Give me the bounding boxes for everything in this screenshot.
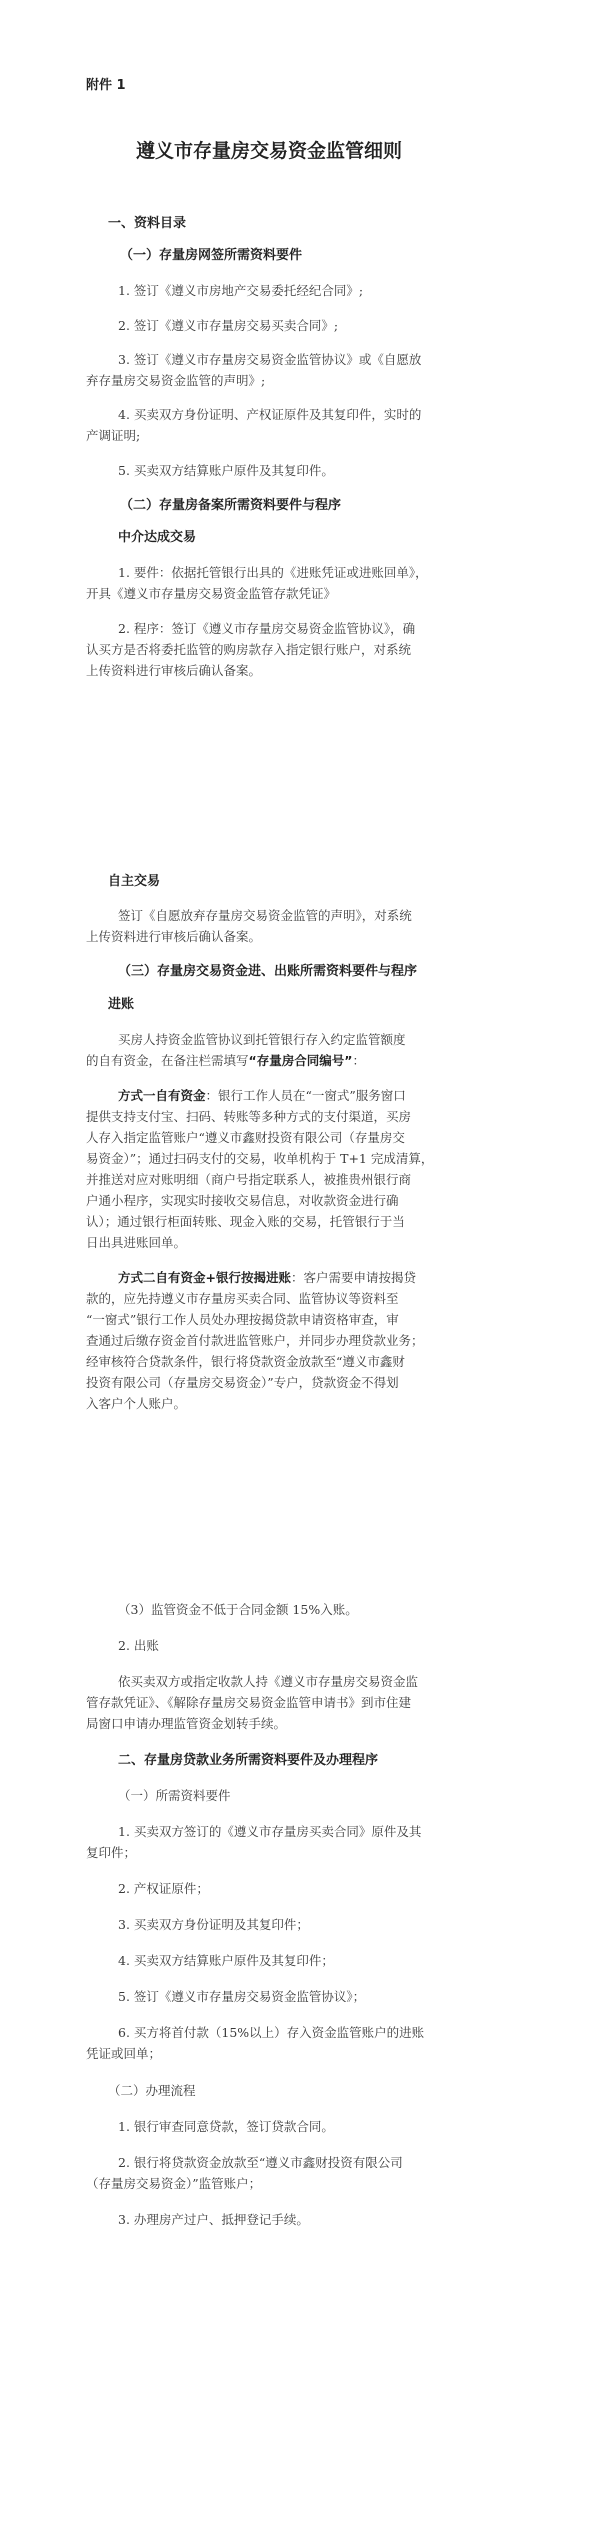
paragraph-line [86,1051,365,1071]
method-one-line [118,1086,406,1106]
paragraph-line: 查通过后缴存资金首付款进监管账户，并同步办理贷款业务； [86,1333,424,1348]
paragraph-text: ： [352,1053,365,1068]
paragraph-line: 并推送对应对账明细（商户号指定联系人，被推贵州银行商 [86,1172,412,1187]
list-item: 1. 买卖双方签订的《遵义市存量房买卖合同》原件及其 [118,1824,422,1839]
paragraph-line: 认买方是否将委托监管的购房款存入指定银行账户，对系统 [86,642,412,657]
method-two-line [118,1268,416,1288]
paragraph-line: 管存款凭证》、《解除存量房交易资金监管申请书》到市住建 [86,1695,412,1710]
list-item-continuation: （存量房交易资金）”监管账户； [86,2176,262,2191]
list-item: 2. 银行将贷款资金放款至“遵义市鑫财投资有限公司 [118,2155,403,2170]
page-title: 遵义市存量房交易资金监管细则 [136,140,403,162]
paragraph-line: 上传资料进行审核后确认备案。 [86,929,262,944]
paragraph-line: 人存入指定监管账户“遵义市鑫财投资有限公司（存量房交 [86,1130,405,1145]
paragraph-line: 上传资料进行审核后确认备案。 [86,663,262,678]
paragraph-line: 2. 程序：签订《遵义市存量房交易资金监管协议》，确 [118,621,416,636]
subheading-required-materials: （一）所需资料要件 [118,1788,231,1803]
paragraph-line: 投资有限公司（存量房交易资金）”专户，贷款资金不得划 [86,1375,399,1390]
list-item: 1. 银行审查同意贷款，签订贷款合同。 [118,2119,334,2134]
paragraph-line: 1. 要件：依据托管银行出具的《进账凭证或进账回单》， [118,565,428,580]
paragraph-line: 日出具进账回单。 [86,1235,187,1250]
list-item-continuation: 复印件； [86,1845,137,1860]
paragraph-text: ：银行工作人员在“一窗式”服务窗口 [205,1088,406,1103]
subheading-fund-flow: （三）存量房交易资金进、出账所需资料要件与程序 [118,964,418,979]
section-heading-loans: 二、存量房贷款业务所需资料要件及办理程序 [118,1753,379,1768]
list-item: 6. 买方将首付款（15%以上）存入资金监管账户的进账 [118,2025,425,2040]
paragraph-line: 开具《遵义市存量房交易资金监管存款凭证》 [86,586,337,601]
method-two-label: 方式二自有资金+银行按揭进账 [118,1270,291,1285]
list-item: 3. 签订《遵义市存量房交易资金监管协议》或《自愿放 [118,352,422,367]
section-heading-materials: 一、资料目录 [108,216,187,231]
paragraph-line: 入客户个人账户。 [86,1396,187,1411]
paragraph-line: 依买卖双方或指定收款人持《遵义市存量房交易资金监 [118,1674,419,1689]
self-transaction-heading: 自主交易 [108,874,161,889]
list-item: 2. 产权证原件； [118,1881,209,1896]
subheading-process: （二）办理流程 [108,2083,196,2098]
paragraph-text: ：客户需要申请按揭贷 [290,1270,416,1285]
paragraph-line: 买房人持资金监管协议到托管银行存入约定监管额度 [118,1032,406,1047]
subheading-filing-materials: （二）存量房备案所需资料要件与程序 [120,498,342,513]
paragraph-text: 的自有资金，在备注栏需填写 [86,1053,249,1068]
deposit-heading: 进账 [108,997,135,1012]
paragraph-line: 款的，应先持遵义市存量房买卖合同、监管协议等资料至 [86,1291,399,1306]
method-one-label: 方式一自有资金 [118,1088,206,1103]
list-item: 1. 签订《遵义市房地产交易委托经纪合同》; [118,283,364,298]
list-item-continuation: 弃存量房交易资金监管的声明》; [86,373,266,388]
withdrawal-heading: 2. 出账 [118,1638,159,1653]
paragraph-line: 经审核符合贷款条件，银行将贷款资金放款至“遵义市鑫财 [86,1354,405,1369]
paragraph-line: 易资金）”；通过扫码支付的交易，收单机构于 T+1 完成清算， [86,1151,434,1166]
list-item: 5. 买卖双方结算账户原件及其复印件。 [118,463,334,478]
list-item-continuation: 产调证明; [86,428,141,443]
list-item-continuation: 凭证或回单； [86,2046,162,2061]
list-item: 3. 买卖双方身份证明及其复印件； [118,1917,309,1932]
paragraph-line: “一窗式”银行工作人员处办理按揭贷款申请资格审查，审 [86,1312,399,1327]
paragraph-line: 户通小程序，实现实时接收交易信息，对收款资金进行确 [86,1193,399,1208]
list-item: 5. 签订《遵义市存量房交易资金监管协议》； [118,1989,366,2004]
list-item: 4. 买卖双方身份证明、产权证原件及其复印件，实时的 [118,407,422,422]
list-item: 2. 签订《遵义市存量房交易买卖合同》; [118,318,339,333]
list-item: 3. 办理房产过户、抵押登记手续。 [118,2212,309,2227]
attachment-label: 附件 1 [86,78,126,93]
paragraph-line: 签订《自愿放弃存量房交易资金监管的声明》，对系统 [118,908,412,923]
subheading-contract-materials: （一）存量房网签所需资料要件 [120,248,303,263]
paragraph-line: 局窗口申请办理监管资金划转手续。 [86,1716,287,1731]
paragraph-line: 提供支持支付宝、扫码、转账等多种方式的支付渠道，买房 [86,1109,412,1124]
paragraph-line: （3）监管资金不低于合同金额 15%入账。 [118,1602,358,1617]
paragraph-line: 认）；通过银行柜面转账、现金入账的交易，托管银行于当 [86,1214,405,1229]
list-item: 4. 买卖双方结算账户原件及其复印件； [118,1953,334,1968]
agency-transaction-heading: 中介达成交易 [118,530,197,545]
contract-number-emphasis: “存量房合同编号” [248,1053,353,1068]
